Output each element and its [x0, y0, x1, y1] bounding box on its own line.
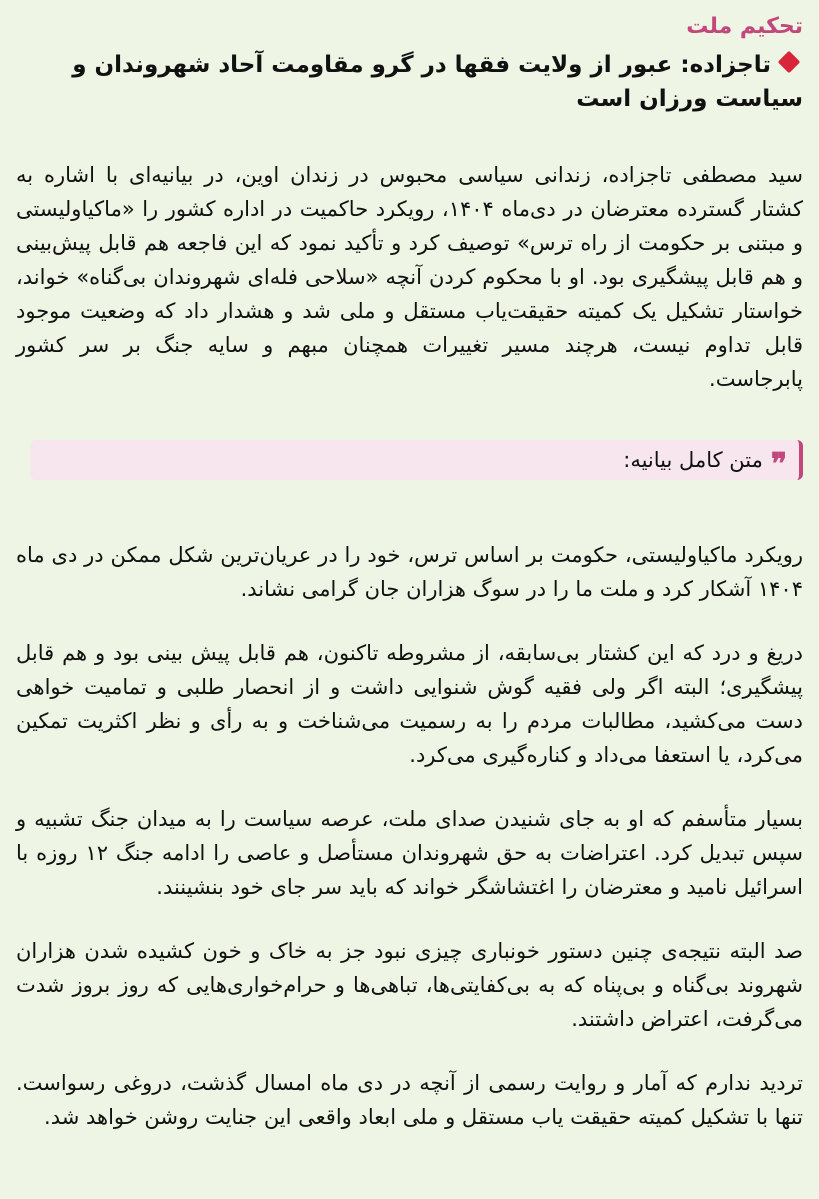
channel-name[interactable]: تحکیم ملت: [686, 14, 803, 39]
statement-paragraph: بسیار متأسفم که او به جای شنیدن صدای ملت، عرصه سیاست را به میدان جنگ تشبیه و سپس تبدیل کرد. اعتراضات به حق شهروندان مستأصل و عاصی را ادامه جنگ ۱۲ روزه با اسرائیل نامید و معترضان را اغتشاشگر خواند که باید سر جای خود بنشینند.: [16, 807, 803, 899]
intro-paragraph: سید مصطفی تاجزاده، زندانی سیاسی محبوس در زندان اوین، در بیانیه‌ای با اشاره به کشتار گسترده معترضان در دی‌ماه ۱۴۰۴، رویکرد حاکمیت در اداره کشور را «ماکیاولیستی و مبتنی بر حکومت از راه ترس» توصیف کرد و تأکید نمود که این فاجعه هم قابل پیش‌بینی و هم قابل پیشگیری بود. او با محکوم کردن آنچه «سلاحی فله‌ای شهروندان بی‌گناه» خواند، خواستار تشکیل یک کمیته حقیقت‌یاب مستقل و ملی شد و هشدار داد که وضعیت موجود قابل تداوم نیست، هرچند مسیر تغییرات همچنان مبهم و سایه جنگ بر سر کشور پابرجاست.: [16, 163, 803, 391]
statement-paragraph: تردید ندارم که آمار و روایت رسمی از آنچه در دی ماه امسال گذشت، دروغی رسواست. تنها با تشکیل کمیته حقیقت یاب مستقل و ملی ابعاد واقعی این جنایت روشن خواهد شد.: [16, 1071, 803, 1129]
quote-label: متن کامل بیانیه:: [623, 448, 763, 472]
quote-icon: ❞: [770, 447, 787, 482]
red-diamond-icon: [778, 51, 801, 74]
statement-paragraph: صد البته نتیجه‌ی چنین دستور خونباری چیزی نبود جز به خاک و خون کشیده شدن هزاران شهروند بی‌گناه و بی‌پناه که به بی‌کفایتی‌ها، تباهی‌ها و حرام‌خواری‌هایی که روز بروز شدت می‌گرفت، اعتراض داشتند.: [16, 939, 803, 1031]
statement-paragraph: دریغ و درد که این کشتار بی‌سابقه، از مشروطه تاکنون، هم قابل پیش بینی بود و هم قابل پیشگیری؛ البته اگر ولی فقیه گوش شنوایی داشت و از انحصار طلبی و تمامیت خواهی دست می‌کشید، مطالبات مردم را به رسمیت می‌شناخت و به رأی و نظر اکثریت تمکین می‌کرد، یا استعفا می‌داد و کناره‌گیری می‌کرد.: [16, 641, 803, 767]
quote-block: [30, 440, 803, 480]
post-headline: [16, 48, 803, 116]
headline-text: تاجزاده: عبور از ولایت فقها در گرو مقاومت آحاد شهروندان و سیاست ورزان است: [72, 52, 803, 112]
statement-paragraph: رویکرد ماکیاولیستی، حکومت بر اساس ترس، خود را در عریان‌ترین شکل ممکن در دی ماه ۱۴۰۴ آشکار کرد و ملت ما را در سوگ هزاران جان گرامی نشاند.: [16, 543, 803, 601]
